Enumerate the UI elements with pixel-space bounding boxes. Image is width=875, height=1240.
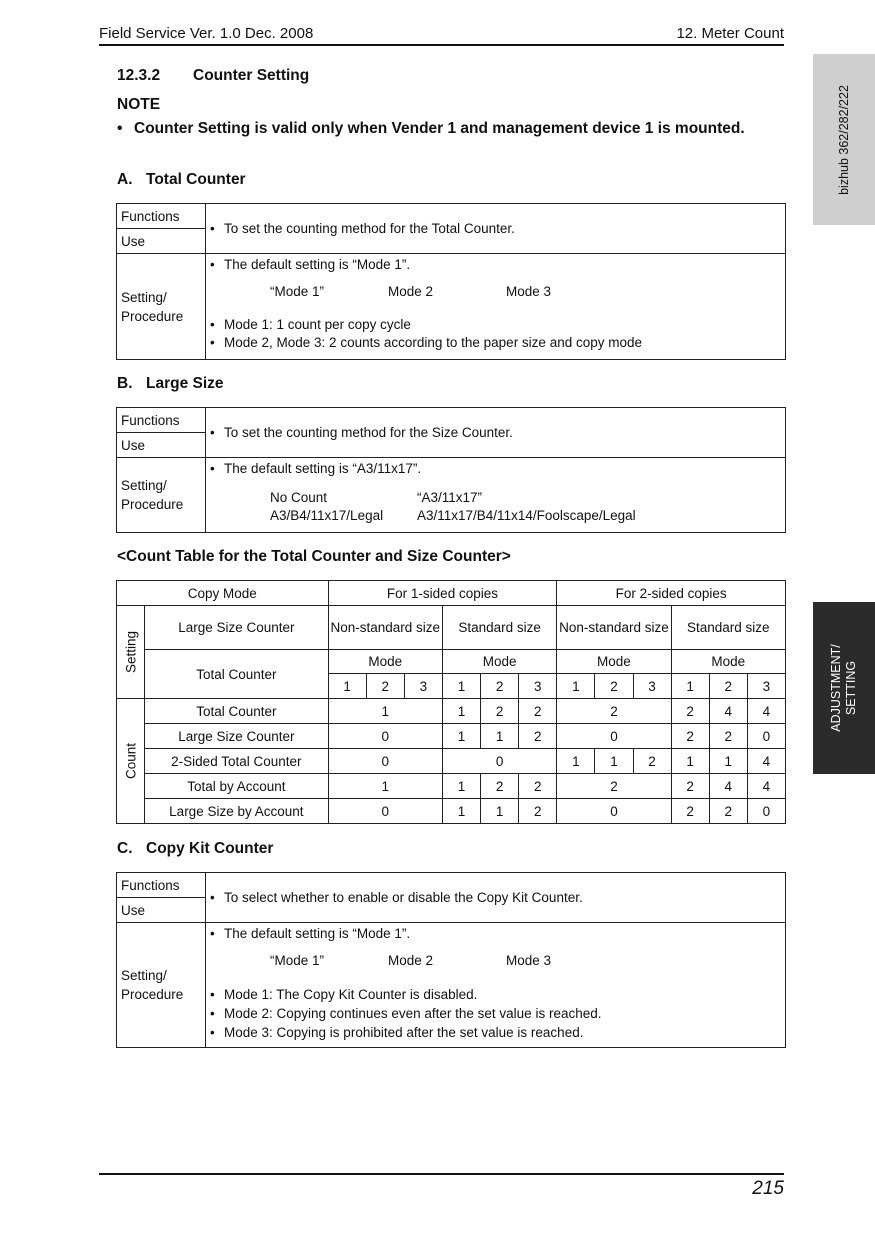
total-counter-table [116,203,786,360]
mode-number: 3 [747,674,785,699]
subsection-total-counter: A. Total Counter [117,171,246,188]
subsection-large-size: B. Large Size [117,375,224,392]
table-row [117,749,786,774]
cell: 2 [709,799,747,824]
cell: 1 [595,749,633,774]
copy-mode-header: Copy Mode [117,581,329,606]
functions-label: Functions [117,204,206,229]
default-text: • The default setting is “Mode 1”. [210,926,781,941]
cell: 0 [328,749,442,774]
use-label: Use [117,898,206,923]
cell: 0 [328,799,442,824]
setting-procedure [206,923,786,1048]
cell: 4 [709,699,747,724]
cell: 2 [557,774,671,799]
cell: 0 [747,799,785,824]
mode-note: • Mode 1: The Copy Kit Counter is disabled. [210,985,781,1004]
cell: 4 [747,749,785,774]
header-right: 12. Meter Count [676,25,784,42]
mode-option: Mode 3 [506,284,552,299]
standard-size-header: Standard size [671,606,785,650]
cell: 2 [633,749,671,774]
header-left: Field Service Ver. 1.0 Dec. 2008 [99,25,314,42]
cell: 2 [481,774,519,799]
count-table-title: <Count Table for the Total Counter and Size Counter> [117,548,511,565]
mode-option: “Mode 1” [270,953,325,968]
cell: 2 [519,774,557,799]
cell: 0 [328,724,442,749]
total-counter-header: Total Counter [145,650,329,699]
note-text [117,118,757,139]
cell: 0 [442,749,556,774]
note-body: Counter Setting is valid only when Vender 1 and management device 1 is mounted. [134,120,745,137]
one-sided-header: For 1-sided copies [328,581,557,606]
mode-option: Mode 2 [388,953,434,968]
cell: 2 [519,799,557,824]
cell: 0 [557,724,671,749]
mode-number: 1 [442,674,480,699]
use-label: Use [117,229,206,254]
table-row [117,774,786,799]
mode-header: Mode [671,650,785,674]
table-row [117,724,786,749]
setting-label: Setting/ Procedure [117,254,206,360]
row-label: Large Size by Account [145,799,329,824]
cell: 2 [709,724,747,749]
function-text: • To select whether to enable or disable the Copy Kit Counter. [206,873,786,923]
cell: 4 [747,774,785,799]
default-text: • The default setting is “Mode 1”. [210,257,781,272]
row-label: Total Counter [145,699,329,724]
setting-procedure [206,458,786,533]
functions-label: Functions [117,873,206,898]
section-number: 12.3.2 [117,67,161,84]
header-rule [99,44,784,46]
mode-number: 2 [595,674,633,699]
cell: 2 [519,699,557,724]
setting-group-label: Setting [117,606,145,699]
model-side-tab-label: bizhub 362/282/222 [837,84,851,195]
setting-label: Setting/ Procedure [117,458,206,533]
option-no-count-sizes: A3/B4/11x17/Legal [270,508,384,523]
use-label: Use [117,433,206,458]
table-row [117,799,786,824]
mode-number: 3 [519,674,557,699]
function-text: • To set the counting method for the Size Counter. [206,408,786,458]
cell: 1 [442,799,480,824]
mode-number: 2 [481,674,519,699]
cell: 1 [328,774,442,799]
count-group-label: Count [117,699,145,824]
chapter-side-tab-label: ADJUSTMENT/ SETTING [829,644,858,732]
cell: 2 [671,774,709,799]
row-label: 2-Sided Total Counter [145,749,329,774]
mode-note: • Mode 3: Copying is prohibited after the set value is reached. [210,1023,781,1042]
large-size-counter-header: Large Size Counter [145,606,329,650]
cell: 1 [481,799,519,824]
cell: 1 [442,699,480,724]
cell: 2 [557,699,671,724]
option-a3-sizes: A3/11x17/B4/11x14/Foolscape/Legal [417,508,636,523]
chapter-side-tab [813,602,875,774]
mode-note: • Mode 2: Copying continues even after the set value is reached. [210,1004,781,1023]
mode-number: 1 [557,674,595,699]
mode-number: 2 [366,674,404,699]
mode-number: 1 [671,674,709,699]
mode-header: Mode [328,650,442,674]
model-side-tab [813,54,875,225]
row-label: Total by Account [145,774,329,799]
non-standard-size-header: Non-standard size [328,606,442,650]
copy-kit-table [116,872,786,1048]
setting-procedure [206,254,786,360]
cell: 1 [557,749,595,774]
option-a3: “A3/11x17” [417,490,483,505]
cell: 0 [557,799,671,824]
non-standard-size-header: Non-standard size [557,606,671,650]
mode-number: 3 [404,674,442,699]
cell: 1 [442,724,480,749]
cell: 2 [671,724,709,749]
cell: 1 [709,749,747,774]
mode-note: • Mode 1: 1 count per copy cycle [210,316,781,334]
cell: 4 [709,774,747,799]
cell: 1 [328,699,442,724]
cell: 1 [442,774,480,799]
mode-option: “Mode 1” [270,284,325,299]
function-text: • To set the counting method for the Total Counter. [206,204,786,254]
mode-header: Mode [557,650,671,674]
row-label: Large Size Counter [145,724,329,749]
page-number: 215 [752,1178,784,1199]
note-label: NOTE [117,96,161,113]
standard-size-header: Standard size [442,606,556,650]
setting-label: Setting/ Procedure [117,923,206,1048]
cell: 2 [671,699,709,724]
mode-note: • Mode 2, Mode 3: 2 counts according to the paper size and copy mode [210,334,781,352]
count-table [116,580,786,824]
cell: 2 [481,699,519,724]
mode-number: 3 [633,674,671,699]
mode-number: 1 [328,674,366,699]
table-row [117,699,786,724]
cell: 1 [671,749,709,774]
cell: 2 [671,799,709,824]
cell: 1 [481,724,519,749]
mode-number: 2 [709,674,747,699]
cell: 4 [747,699,785,724]
two-sided-header: For 2-sided copies [557,581,786,606]
cell: 2 [519,724,557,749]
large-size-table [116,407,786,533]
subsection-copy-kit-counter: C. Copy Kit Counter [117,840,274,857]
option-no-count: No Count [270,490,328,505]
functions-label: Functions [117,408,206,433]
mode-option: Mode 2 [388,284,434,299]
note-bullet: • [117,120,123,137]
cell: 0 [747,724,785,749]
default-text: • The default setting is “A3/11x17”. [210,461,781,476]
footer-rule [99,1173,784,1175]
section-title: Counter Setting [193,67,310,84]
mode-header: Mode [442,650,556,674]
mode-option: Mode 3 [506,953,552,968]
